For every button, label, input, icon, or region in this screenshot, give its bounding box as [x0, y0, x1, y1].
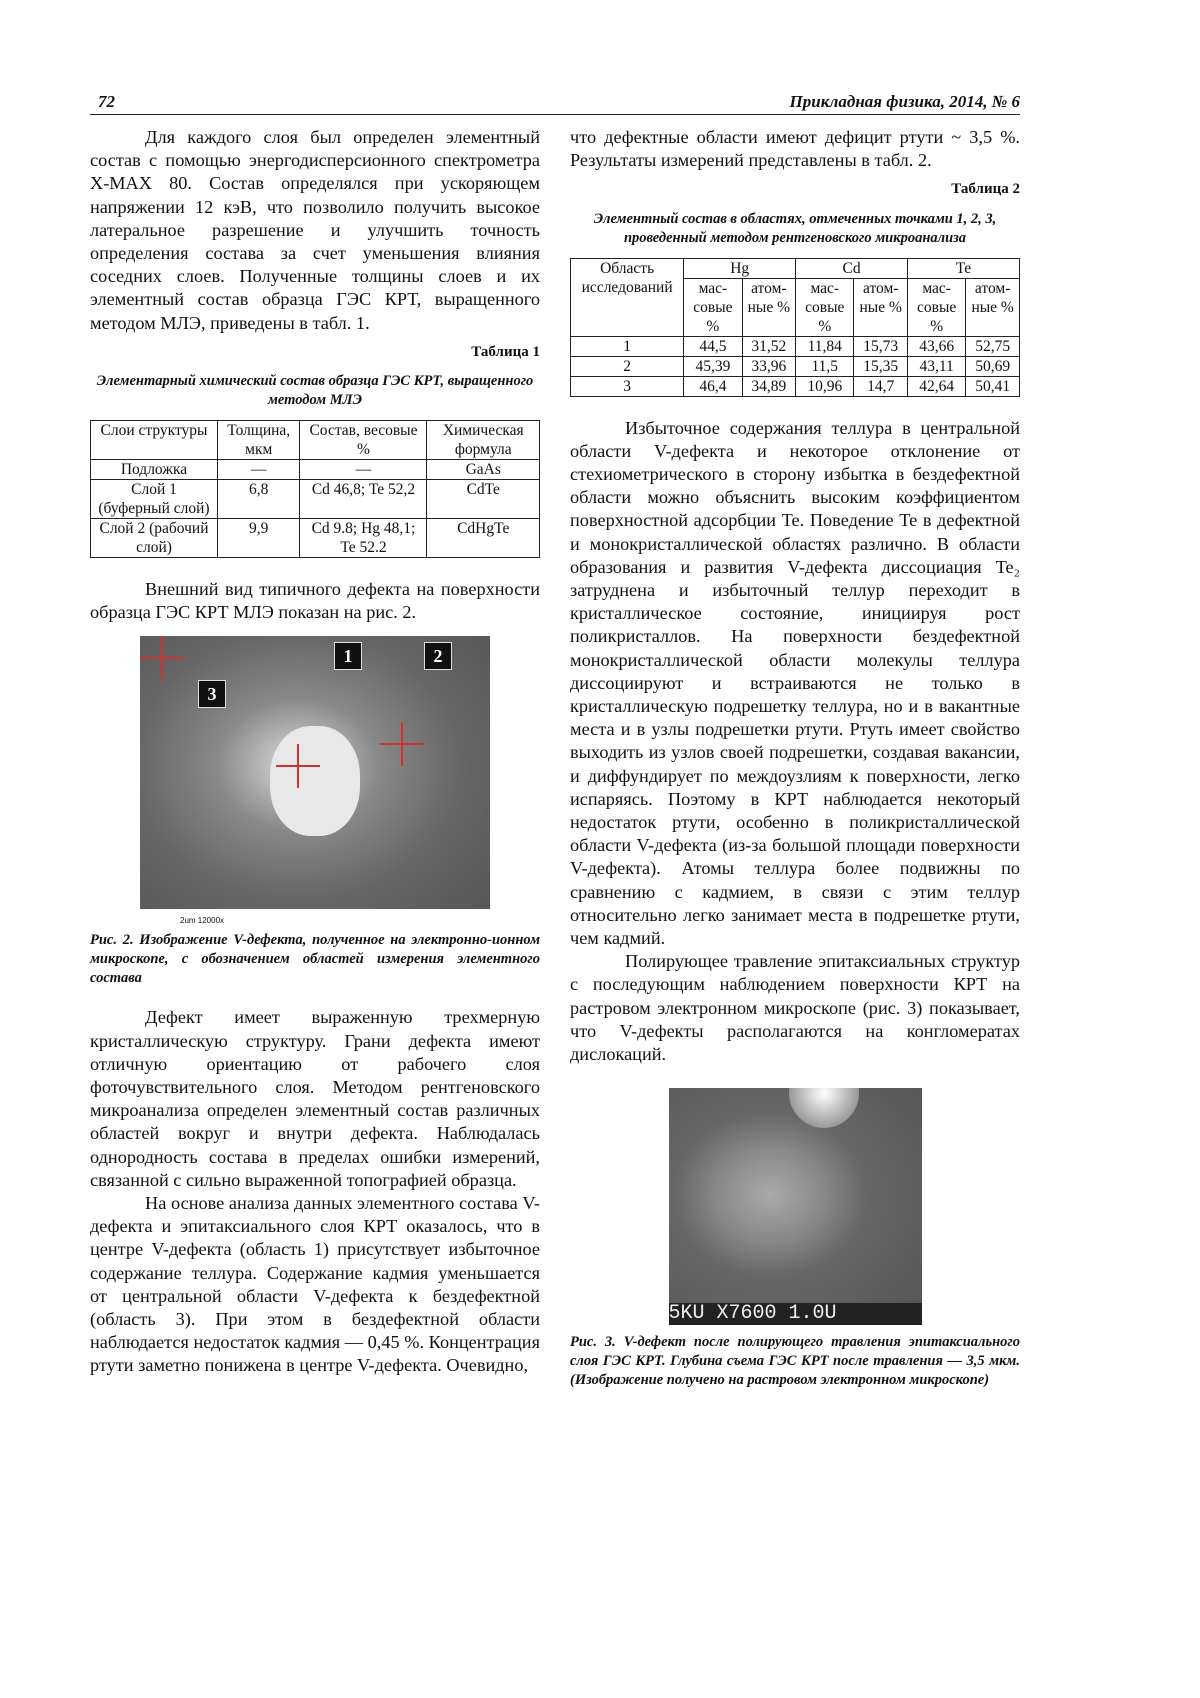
cell: 11,5: [796, 356, 854, 376]
journal-title: Прикладная физика, 2014, № 6: [789, 92, 1020, 111]
bright-spot: [789, 1088, 859, 1128]
cell: Слой 1 (буферный слой): [91, 480, 218, 519]
table-row: [571, 376, 1020, 396]
page-number: 72: [98, 92, 115, 111]
right-column: [570, 126, 1020, 1408]
cell: —: [300, 460, 427, 480]
running-header: [90, 84, 1020, 115]
cell: 10,96: [796, 376, 854, 396]
header-cell: мас-совые %: [796, 278, 854, 336]
figure-3-caption: Рис. 3. V-дефект после полирующего травления эпитаксиального слоя ГЭС КРТ. Глубина съема ГЭС КРТ после травления — 3,5 мкм. (Изображение получено на растровом электронном микроскопе): [570, 1334, 1020, 1389]
cell: 2: [571, 356, 684, 376]
table-row: [571, 336, 1020, 356]
cell: 34,89: [742, 376, 796, 396]
table1-caption: Элементарный химический состав образца ГЭС КРТ, выращенного методом МЛЭ: [96, 373, 534, 409]
cell: 6,8: [218, 480, 300, 519]
paragraph: На основе анализа данных элементного состава V-дефекта и эпитаксиального слоя КРТ оказалось, что в центре V-дефекта (область 1) присутствует избыточное содержание теллура. Содержание кадмия уменьшается от центральной области V-дефекта к бездефектной (область 3). При этом в бездефектной области наблюдается недостаток кадмия — 0,45 %. Концентрация ртути заметно понижена в центре V-дефекта. Очевидно,: [90, 1193, 540, 1376]
table-row: [571, 356, 1020, 376]
header-cell: атом-ные %: [742, 278, 796, 336]
cell: 43,11: [908, 356, 966, 376]
cell: 45,39: [684, 356, 742, 376]
header-cell: Толщина, мкм: [218, 421, 300, 460]
cell: CdHgTe: [427, 519, 540, 558]
paragraph: Дефект имеет выраженную трехмерную кристаллическую структуру. Грани дефекта имеют отличную ориентацию от рабочего слоя фоточувствительного слоя. Методом рентгеновского микроанализа определен элементный состав различных областей вокруг и внутри дефекта. Наблюдалась однородность состава в пределах ошибки измерений, связанной с сильно выраженной топографией образца.: [90, 1007, 540, 1190]
cell: GaAs: [427, 460, 540, 480]
cell: 50,69: [966, 356, 1020, 376]
table-row: [91, 519, 540, 558]
cell: 46,4: [684, 376, 742, 396]
header-cell: Состав, весовые %: [300, 421, 427, 460]
table-row: [91, 480, 540, 519]
table2: [570, 258, 1020, 397]
cell: 44,5: [684, 336, 742, 356]
header-cell: мас-совые %: [684, 278, 742, 336]
cell: 33,96: [742, 356, 796, 376]
cell: 42,64: [908, 376, 966, 396]
table2-caption: Элементный состав в областях, отмеченных точками 1, 2, 3, проведенный методом рентгеновского микроанализа: [593, 210, 997, 246]
cell: CdTe: [427, 480, 540, 519]
cell: 50,41: [966, 376, 1020, 396]
marker-1: 1: [334, 642, 362, 670]
paragraph: Внешний вид типичного дефекта на поверхности образца ГЭС КРТ МЛЭ показан на рис. 2.: [90, 579, 540, 623]
table1: [90, 420, 540, 558]
paragraph: Полирующее травление эпитаксиальных структур с последующим наблюдением поверхности КРТ на растровом электронном микроскопе (рис. 3) показывает, что V-дефекты располагаются на конгломератах дислокаций.: [570, 951, 1020, 1065]
marker-2: 2: [424, 642, 452, 670]
cell: Подложка: [91, 460, 218, 480]
table-row: [91, 460, 540, 480]
left-column: [90, 126, 540, 1378]
figure-2-sem-image: [140, 636, 490, 923]
paragraph: что дефектные области имеют дефицит ртути ~ 3,5 %. Результаты измерений представлены в табл. 2.: [570, 127, 1020, 171]
table2-number: Таблица 2: [951, 181, 1020, 198]
cell: 15,35: [854, 356, 908, 376]
header-cell: Слои структуры: [91, 421, 218, 460]
table-header-row: [91, 421, 540, 460]
header-cell: атом-ные %: [966, 278, 1020, 336]
table-header-row: [571, 258, 1020, 278]
cell: 43,66: [908, 336, 966, 356]
table1-number: Таблица 1: [471, 343, 540, 360]
cell: Cd 9.8; Hg 48,1; Te 52.2: [300, 519, 427, 558]
paragraph: Избыточное содержания теллура в центральной области V-дефекта и некоторое отклонение от стехиометрического в сторону избытка в бездефектной области можно объяснить высоким коэффициентом поверхностной адсорбции Te. Поведение Te в дефектной и монокристаллической областях различно. В области образования и развития V-дефекта диссоциация Te₂ затруднена и избыточный теллур переходит в кристаллическое состояние, инициируя рост поликристаллов. На поверхности бездефектной монокристаллической области молекулы теллура диссоциируют и встраиваются не только в кристаллическую подрешетку теллура, но и в вакантные места и в узлы подрешетки ртути. Ртуть имеет свойство выходить из узлов своей подрешетки, создавая вакансии, и диффундирует по междоузлиям к поверхности, легко испаряясь. Поэтому в КРТ наблюдается некоторый недостаток ртути, особенно в поликристаллической области V-дефекта (из-за большой площади поверхности V-дефекта). Атомы теллура более подвижны по сравнению с кадмием, в связи с этим теллур относительно легко занимает места в подрешетке ртути, чем кадмий.: [570, 417, 1020, 949]
crosshair-1: [276, 744, 320, 788]
header-cell: атом-ные %: [854, 278, 908, 336]
figure-3-sem-image: [669, 1088, 922, 1325]
cell: Cd 46,8; Te 52,2: [300, 480, 427, 519]
figure-2-caption: Рис. 2. Изображение V-дефекта, полученное на электронно-ионном микроскопе, с обозначением областей измерения элементного состава: [90, 932, 540, 987]
header-cell: Hg: [684, 258, 796, 278]
header-cell: Химическая формула: [427, 421, 540, 460]
paragraph: Для каждого слоя был определен элементный состав с помощью энергодисперсионного спектрометра X-MAX 80. Состав определялся при ускоряющем напряжении 12 кэВ, что позволило получить высокое латеральное разрешение и улучшить точность определения состава за счет уменьшения влияния соседних слоев. Полученные толщины слоев и их элементный состав образца ГЭС КРТ, выращенного методом МЛЭ, приведены в табл. 1.: [90, 127, 540, 333]
crosshair-3: [140, 636, 184, 680]
header-cell: Cd: [796, 258, 908, 278]
cell: 3: [571, 376, 684, 396]
scale-bar: 2um 12000x: [140, 909, 490, 923]
header-cell: Область исследований: [571, 258, 684, 336]
cell: 52,75: [966, 336, 1020, 356]
cell: 11,84: [796, 336, 854, 356]
cell: 14,7: [854, 376, 908, 396]
header-cell: Te: [908, 258, 1020, 278]
crosshair-2: [380, 722, 424, 766]
marker-3: 3: [198, 680, 226, 708]
cell: 9,9: [218, 519, 300, 558]
sem-info-bar: 5KU X7600 1.0U: [669, 1303, 922, 1325]
cell: 31,52: [742, 336, 796, 356]
cell: 15,73: [854, 336, 908, 356]
cell: 1: [571, 336, 684, 356]
header-cell: мас-совые %: [908, 278, 966, 336]
cell: Слой 2 (рабочий слой): [91, 519, 218, 558]
cell: —: [218, 460, 300, 480]
